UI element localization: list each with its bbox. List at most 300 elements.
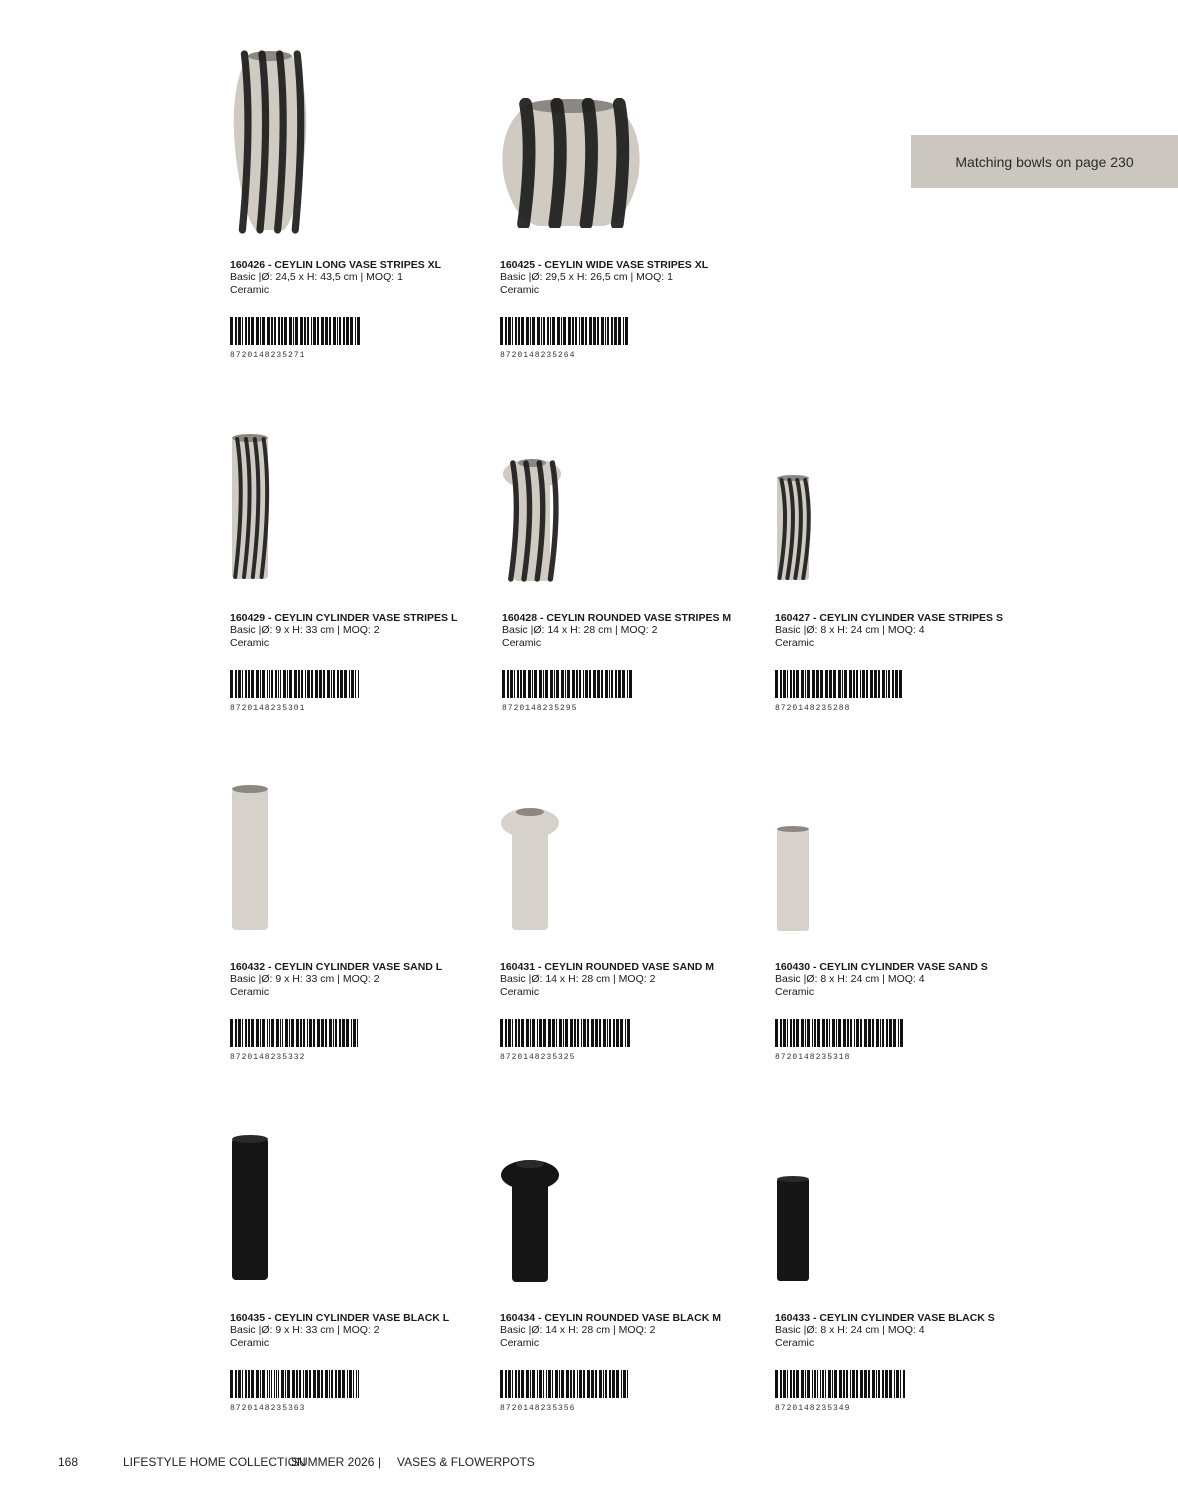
barcode-bar <box>583 1019 586 1047</box>
title-separator: - <box>267 259 272 271</box>
barcode-bar <box>565 670 566 698</box>
barcode-bar <box>552 317 555 345</box>
ean-number: 8720148235332 <box>230 1053 306 1062</box>
barcode-bar <box>627 1019 630 1047</box>
barcode-bar <box>843 1370 845 1398</box>
barcode-bar <box>317 1019 320 1047</box>
barcode <box>230 670 360 698</box>
barcode-bar <box>793 670 795 698</box>
product-material: Ceramic <box>775 1337 815 1349</box>
barcode-bar <box>269 1370 270 1398</box>
product-code: 160428 <box>502 612 538 624</box>
barcode-bar <box>541 317 542 345</box>
product-material: Ceramic <box>230 637 270 649</box>
barcode-bar <box>834 1370 837 1398</box>
barcode-bar <box>570 1019 573 1047</box>
product-name: CEYLIN WIDE VASE STRIPES XL <box>544 259 709 271</box>
product-card <box>230 961 490 999</box>
barcode-bar <box>801 1019 804 1047</box>
product-material: Ceramic <box>775 637 815 649</box>
barcode <box>502 670 633 698</box>
product-code: 160426 <box>230 259 266 271</box>
barcode-bar <box>895 670 898 698</box>
barcode-bar <box>577 1019 579 1047</box>
barcode-bar <box>796 1019 799 1047</box>
barcode-bar <box>248 670 250 698</box>
barcode-bar <box>856 1370 858 1398</box>
barcode-bar <box>577 1370 578 1398</box>
barcode-bar <box>305 1370 308 1398</box>
barcode-bar <box>609 1019 611 1047</box>
barcode-bar <box>597 317 599 345</box>
product-name: CEYLIN CYLINDER VASE STRIPES L <box>274 612 458 624</box>
barcode-bar <box>278 1370 279 1398</box>
barcode-bar <box>293 317 294 345</box>
barcode-bar <box>817 1019 820 1047</box>
barcode-bar <box>357 1019 358 1047</box>
barcode-bar <box>579 670 581 698</box>
barcode-bar <box>518 1370 520 1398</box>
product-spec: Basic |Ø: 8 x H: 24 cm | MOQ: 4 <box>775 973 925 985</box>
barcode-bar <box>814 1370 816 1398</box>
barcode-bar <box>313 317 316 345</box>
barcode-bar <box>822 1370 824 1398</box>
barcode-bar <box>327 670 330 698</box>
product-image <box>230 433 270 586</box>
barcode-bar <box>309 1019 312 1047</box>
barcode-bar <box>315 670 318 698</box>
barcode <box>230 317 361 345</box>
barcode-bar <box>844 670 847 698</box>
barcode-bar <box>303 1370 304 1398</box>
barcode-bar <box>563 1019 564 1047</box>
barcode-bar <box>342 1370 345 1398</box>
barcode-bar <box>775 1019 778 1047</box>
product-image <box>502 457 562 588</box>
barcode-bar <box>505 1019 507 1047</box>
barcode-bar <box>876 1370 877 1398</box>
product-image <box>230 784 270 937</box>
title-separator: - <box>812 961 817 973</box>
barcode-bar <box>289 1019 290 1047</box>
barcode-bar <box>500 317 503 345</box>
barcode-bar <box>337 317 338 345</box>
barcode-bar <box>780 1370 782 1398</box>
barcode-bar <box>267 1019 268 1047</box>
barcode-bar <box>555 1370 558 1398</box>
barcode-bar <box>561 317 562 345</box>
title-separator: - <box>537 259 542 271</box>
barcode <box>500 317 629 345</box>
barcode-bar <box>280 1019 281 1047</box>
barcode-bar <box>625 1019 626 1047</box>
barcode-bar <box>343 317 345 345</box>
barcode-bar <box>625 317 628 345</box>
product-card <box>230 1312 490 1350</box>
barcode-bar <box>856 670 858 698</box>
barcode-bar <box>500 1019 503 1047</box>
barcode-bar <box>274 1370 275 1398</box>
barcode-bar <box>512 1370 513 1398</box>
barcode-bar <box>339 1019 341 1047</box>
title-separator: - <box>812 1312 817 1324</box>
barcode-bar <box>616 1370 619 1398</box>
barcode-bar <box>505 1370 507 1398</box>
product-name: CEYLIN ROUNDED VASE STRIPES M <box>546 612 732 624</box>
barcode-bar <box>507 670 509 698</box>
barcode-bar <box>589 670 591 698</box>
product-spec: Basic |Ø: 14 x H: 28 cm | MOQ: 2 <box>500 973 656 985</box>
barcode-bar <box>557 317 560 345</box>
barcode <box>775 670 904 698</box>
barcode-bar <box>313 1370 316 1398</box>
barcode <box>500 1370 630 1398</box>
barcode-bar <box>517 670 519 698</box>
product-material: Ceramic <box>230 284 270 296</box>
barcode-bar <box>281 317 283 345</box>
barcode-bar <box>256 1370 259 1398</box>
barcode-bar <box>344 670 347 698</box>
barcode-bar <box>311 317 312 345</box>
barcode-bar <box>323 670 325 698</box>
barcode-bar <box>307 1019 308 1047</box>
barcode-bar <box>894 1370 895 1398</box>
barcode-bar <box>556 670 559 698</box>
barcode-bar <box>539 1019 542 1047</box>
product-name: CEYLIN CYLINDER VASE BLACK L <box>274 1312 450 1324</box>
barcode-bar <box>245 1370 247 1398</box>
barcode-bar <box>230 670 233 698</box>
barcode-bar <box>280 670 281 698</box>
ean-number: 8720148235318 <box>775 1053 851 1062</box>
barcode-bar <box>296 1370 298 1398</box>
barcode-bar <box>832 1019 835 1047</box>
barcode-bar <box>353 1370 354 1398</box>
barcode-bar <box>572 670 575 698</box>
barcode-bar <box>556 1019 557 1047</box>
product-code: 160427 <box>775 612 811 624</box>
barcode-bar <box>820 1370 821 1398</box>
product-name: CEYLIN CYLINDER VASE SAND S <box>819 961 988 973</box>
barcode-bar <box>331 670 332 698</box>
barcode-bar <box>523 670 526 698</box>
barcode-bar <box>814 1019 816 1047</box>
product-card <box>230 612 490 650</box>
barcode-bar <box>287 1370 290 1398</box>
barcode-bar <box>780 1019 782 1047</box>
barcode-bar <box>597 670 600 698</box>
barcode-bar <box>305 670 306 698</box>
barcode-bar <box>502 670 505 698</box>
barcode-bar <box>301 670 303 698</box>
barcode-bar <box>585 317 587 345</box>
barcode-bar <box>271 670 273 698</box>
barcode-bar <box>300 1019 302 1047</box>
barcode-bar <box>333 1019 334 1047</box>
barcode-bar <box>552 1019 555 1047</box>
product-card <box>502 612 762 650</box>
barcode-bar <box>515 1370 517 1398</box>
barcode-bar <box>850 1370 851 1398</box>
barcode-bar <box>500 1370 503 1398</box>
barcode-bar <box>300 317 303 345</box>
barcode-bar <box>325 1019 327 1047</box>
barcode-bar <box>783 670 786 698</box>
barcode-bar <box>820 670 823 698</box>
barcode-bar <box>534 670 537 698</box>
product-title <box>500 259 760 271</box>
barcode-bar <box>870 670 873 698</box>
product-image <box>500 98 642 233</box>
barcode-bar <box>335 1019 337 1047</box>
barcode-bar <box>876 1019 879 1047</box>
barcode-bar <box>832 1370 833 1398</box>
barcode-bar <box>593 317 596 345</box>
barcode-bar <box>242 1019 243 1047</box>
product-title <box>500 1312 760 1324</box>
barcode-bar <box>256 317 259 345</box>
barcode-bar <box>294 670 297 698</box>
barcode-bar <box>235 1370 237 1398</box>
barcode-bar <box>880 1019 881 1047</box>
barcode-bar <box>790 670 792 698</box>
barcode-bar <box>298 670 300 698</box>
barcode-bar <box>543 1019 546 1047</box>
product-title <box>230 1312 490 1324</box>
barcode-bar <box>262 670 265 698</box>
barcode-bar <box>878 670 880 698</box>
barcode-bar <box>573 1370 575 1398</box>
product-spec: Basic |Ø: 8 x H: 24 cm | MOQ: 4 <box>775 1324 925 1336</box>
barcode-bar <box>775 670 778 698</box>
barcode-bar <box>605 317 606 345</box>
barcode-bar <box>508 317 511 345</box>
ean-number: 8720148235356 <box>500 1404 576 1413</box>
product-image <box>230 1134 270 1287</box>
barcode-bar <box>299 1370 301 1398</box>
barcode-bar <box>331 1370 333 1398</box>
barcode-bar <box>251 670 254 698</box>
barcode-bar <box>248 1370 250 1398</box>
barcode-bar <box>295 317 298 345</box>
barcode-bar <box>618 670 621 698</box>
barcode-bar <box>248 317 250 345</box>
barcode-bar <box>603 1019 606 1047</box>
product-card <box>775 961 1035 999</box>
barcode-bar <box>271 317 273 345</box>
barcode-bar <box>896 1370 899 1398</box>
barcode-bar <box>347 1370 348 1398</box>
barcode-bar <box>548 1019 551 1047</box>
barcode-bar <box>278 670 279 698</box>
barcode-bar <box>878 1370 880 1398</box>
barcode-bar <box>783 1370 786 1398</box>
product-code: 160425 <box>500 259 536 271</box>
product-material: Ceramic <box>775 986 815 998</box>
product-card <box>500 259 760 297</box>
barcode-bar <box>607 1019 608 1047</box>
barcode-bar <box>269 670 270 698</box>
product-image <box>500 1158 560 1289</box>
barcode <box>775 1370 906 1398</box>
title-separator: - <box>267 961 272 973</box>
barcode-bar <box>304 317 306 345</box>
barcode-bar <box>812 1370 813 1398</box>
barcode-bar <box>796 670 799 698</box>
barcode-bar <box>242 1370 243 1398</box>
barcode-bar <box>787 1019 788 1047</box>
product-title <box>230 259 490 271</box>
product-name: CEYLIN LONG VASE STRIPES XL <box>274 259 442 271</box>
barcode-bar <box>276 1370 277 1398</box>
barcode-bar <box>853 670 855 698</box>
barcode-bar <box>900 1370 901 1398</box>
product-code: 160435 <box>230 1312 266 1324</box>
barcode-bar <box>340 670 343 698</box>
barcode-bar <box>589 317 592 345</box>
product-name: CEYLIN ROUNDED VASE SAND M <box>544 961 714 973</box>
barcode-bar <box>615 670 617 698</box>
barcode-bar <box>319 670 322 698</box>
barcode-bar <box>805 1019 806 1047</box>
barcode-bar <box>355 317 356 345</box>
barcode-bar <box>284 317 287 345</box>
product-name: CEYLIN CYLINDER VASE SAND L <box>274 961 443 973</box>
barcode-bar <box>593 670 596 698</box>
barcode-bar <box>843 1019 846 1047</box>
barcode-bar <box>805 670 806 698</box>
barcode-bar <box>854 1019 855 1047</box>
barcode-bar <box>260 670 261 698</box>
barcode-bar <box>548 1370 551 1398</box>
barcode-bar <box>599 1019 601 1047</box>
barcode-bar <box>528 670 531 698</box>
barcode-bar <box>566 1370 569 1398</box>
barcode-bar <box>329 1370 330 1398</box>
barcode-bar <box>561 670 564 698</box>
barcode-bar <box>838 1019 841 1047</box>
barcode-bar <box>826 1019 828 1047</box>
barcode-bar <box>512 317 513 345</box>
barcode-bar <box>260 1019 261 1047</box>
product-title <box>230 612 490 624</box>
barcode-bar <box>611 670 613 698</box>
barcode-bar <box>358 1370 359 1398</box>
barcode-bar <box>526 317 529 345</box>
barcode-bar <box>262 1370 265 1398</box>
barcode-bar <box>356 1370 357 1398</box>
barcode-bar <box>335 1370 337 1398</box>
barcode-bar <box>303 1019 305 1047</box>
barcode-bar <box>547 317 549 345</box>
barcode-bar <box>903 1370 905 1398</box>
barcode-bar <box>515 317 517 345</box>
barcode-bar <box>546 1370 547 1398</box>
barcode-bar <box>595 1370 597 1398</box>
product-material: Ceramic <box>502 637 542 649</box>
barcode-bar <box>256 670 259 698</box>
barcode-bar <box>353 1019 356 1047</box>
product-material: Ceramic <box>500 986 540 998</box>
product-image <box>500 806 560 937</box>
product-title <box>230 961 490 973</box>
product-spec: Basic |Ø: 24,5 x H: 43,5 cm | MOQ: 1 <box>230 271 403 283</box>
barcode-bar <box>868 1019 871 1047</box>
barcode-bar <box>621 1370 622 1398</box>
product-card <box>500 1312 760 1350</box>
barcode-bar <box>893 1019 896 1047</box>
product-material: Ceramic <box>500 284 540 296</box>
barcode-bar <box>860 1370 863 1398</box>
barcode-bar <box>898 1019 899 1047</box>
barcode-bar <box>793 1019 795 1047</box>
barcode-bar <box>807 1370 810 1398</box>
barcode-bar <box>296 1019 299 1047</box>
barcode-bar <box>627 1370 628 1398</box>
barcode-bar <box>539 1370 542 1398</box>
page-number: 168 <box>58 1455 79 1469</box>
barcode-bar <box>561 1370 564 1398</box>
barcode-bar <box>812 670 815 698</box>
barcode-bar <box>545 670 548 698</box>
barcode-bar <box>860 670 861 698</box>
barcode-bar <box>532 670 533 698</box>
barcode-bar <box>868 1370 870 1398</box>
barcode-bar <box>583 670 584 698</box>
barcode-bar <box>537 1019 538 1047</box>
barcode-bar <box>605 670 608 698</box>
product-title <box>502 612 762 624</box>
barcode-bar <box>291 1019 294 1047</box>
barcode-bar <box>321 1019 324 1047</box>
product-title <box>775 612 1035 624</box>
barcode-bar <box>543 670 544 698</box>
barcode-bar <box>618 317 621 345</box>
barcode-bar <box>872 1019 874 1047</box>
barcode-bar <box>275 670 277 698</box>
barcode-bar <box>829 1019 830 1047</box>
product-image <box>775 474 811 587</box>
barcode-bar <box>787 1370 788 1398</box>
barcode-bar <box>574 1019 576 1047</box>
product-name: CEYLIN ROUNDED VASE BLACK M <box>544 1312 721 1324</box>
barcode-bar <box>860 1019 862 1047</box>
barcode-bar <box>550 670 553 698</box>
barcode-bar <box>616 1019 619 1047</box>
barcode-bar <box>357 317 360 345</box>
barcode-bar <box>850 1019 852 1047</box>
barcode-bar <box>852 1370 855 1398</box>
barcode-bar <box>583 1370 585 1398</box>
product-image <box>775 825 811 938</box>
barcode-bar <box>886 1019 888 1047</box>
ean-number: 8720148235271 <box>230 351 306 360</box>
barcode-bar <box>611 317 613 345</box>
footer-divider: | <box>378 1455 382 1469</box>
barcode-bar <box>623 317 624 345</box>
barcode-bar <box>278 317 280 345</box>
barcode-bar <box>570 1370 572 1398</box>
product-card <box>775 1312 1035 1350</box>
barcode-bar <box>609 670 610 698</box>
barcode-bar <box>609 1370 611 1398</box>
product-code: 160433 <box>775 1312 811 1324</box>
product-card <box>500 961 760 999</box>
barcode-bar <box>532 1019 535 1047</box>
barcode-bar <box>585 670 588 698</box>
barcode-bar <box>775 1370 778 1398</box>
barcode-bar <box>346 317 349 345</box>
